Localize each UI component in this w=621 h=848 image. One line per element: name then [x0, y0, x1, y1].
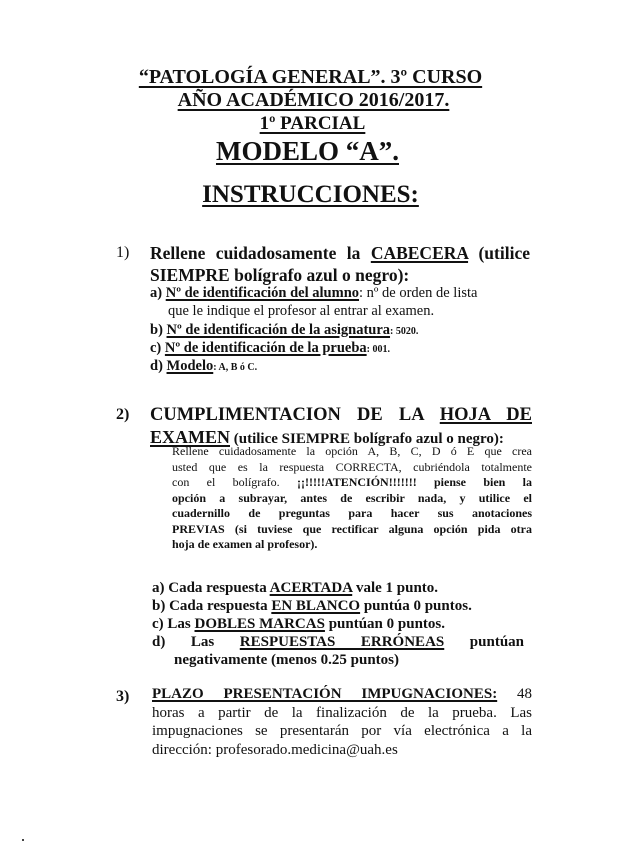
item-model: d) Modelo: A, B ó C. [150, 358, 258, 374]
rule-blank-answer: b) Cada respuesta EN BLANCO puntúa 0 puntos. [152, 598, 472, 614]
section-number: 2) [116, 406, 130, 423]
rule-wrong-answer: d) Las RESPUESTAS ERRÓNEAS puntúan negativamente (menos 0.25 puntos) [152, 634, 525, 668]
section-number: 1) [116, 244, 130, 261]
item-test-id: c) Nº de identificación de la prueba: 001. [150, 340, 390, 356]
section-heading [150, 242, 530, 286]
item-subject-id: b) Nº de identificación de la asignatura: 5020. [150, 322, 419, 338]
section-heading-line2: EXAMEN (utilice SIEMPRE bolígrafo azul o negro): [150, 427, 504, 447]
title-line-course: “PATOLOGÍA GENERAL”. 3º CURSO [138, 66, 483, 88]
title-line-year: AÑO ACADÉMICO 2016/2017. [177, 89, 450, 111]
title-line-model: MODELO “A”. [215, 136, 399, 166]
answer-sheet-instructions: Rellene cuidadosamente la opción A, B, C, D ó E que crea usted que es la respuesta CORRECTA, cubriéndola totalmente con el bolígrafo. ¡¡!!!!!ATENCIÓN!!!!!!! piense bien la opción a subrayar, antes de escribir nada, y utilice el cuadernillo de preguntas para hacer sus anotaciones PREVIAS (si tuviese que rectificar alguna opción pida otra hoja de examen al profesor). [172, 444, 532, 551]
section-number: 3) [116, 688, 130, 705]
section-heading-line1: CUMPLIMENTACION DE LA HOJA DE [150, 405, 532, 425]
section-heading-line2: SIEMPRE bolígrafo azul o negro): [150, 265, 410, 285]
appeals-text: PLAZO PRESENTACIÓN IMPUGNACIONES: 48 horas a partir de la finalización de la prueba. Las impugnaciones se presentarán por vía electrónica a la dirección: profesorado.medicina@uah.es [152, 686, 532, 758]
item-student-id: a) Nº de identificación del alumno: nº de orden de lista que le indique el profesor al entrar al examen. [150, 285, 478, 319]
instructions-heading: INSTRUCCIONES: [202, 181, 419, 208]
document-title [0, 66, 621, 210]
rule-double-marks: c) Las DOBLES MARCAS puntúan 0 puntos. [152, 616, 446, 632]
title-line-exam: 1º PARCIAL [259, 113, 366, 134]
rule-correct-answer: a) Cada respuesta ACERTADA vale 1 punto. [152, 580, 439, 596]
section-heading-line1: Rellene cuidadosamente la CABECERA (utilice [150, 243, 530, 263]
scan-speck [22, 839, 24, 841]
